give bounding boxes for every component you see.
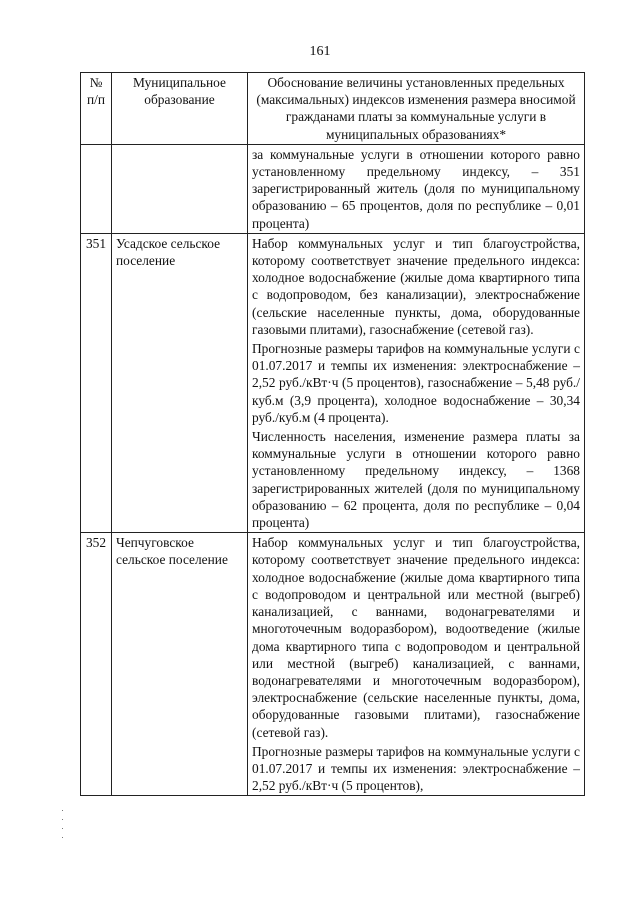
justification-paragraph: Прогнозные размеры тарифов на коммунальные услуги с 01.07.2017 и темпы их изменения: электроснабжение – 2,52 руб./кВт·ч (5 процентов), — [252, 743, 580, 794]
justification-paragraph: Набор коммунальных услуг и тип благоустройства, которому соответствует значение предельного индекса: холодное водоснабжение (жилые дома квартирного типа с водопроводом, без канализации), электроснабжение (сельские населенные пункты, дома, оборудованные газовыми плитами), газоснабжение (сетевой газ). — [252, 235, 580, 337]
row-justification — [248, 533, 585, 796]
justification-paragraph: Набор коммунальных услуг и тип благоустройства, которому соответствует значение предельного индекса: холодное водоснабжение (жилые дома квартирного типа с водопроводом и центральной или местной (выгреб) канализацией, с ваннами, водонагревателями и многоточечным водоразбором), водоотведение (жилые дома квартирного типа с водопроводом и центральной или местной (выгреб) канализацией, с ваннами, водонагревателями и многоточечным водоразбором), электроснабжение (сельские населенные пункты, дома, оборудованные газовыми плитами), газоснабжение (сетевой газ). — [252, 535, 580, 740]
row-number: 351 — [81, 233, 112, 532]
tariff-justification-table — [80, 72, 585, 796]
row-number — [81, 144, 112, 233]
page-number: 161 — [309, 44, 331, 59]
header-municipality: Муниципальное образование — [112, 73, 248, 145]
row-municipality — [112, 144, 248, 233]
table-row — [81, 533, 585, 796]
row-municipality: Усадское сельское поселение — [112, 233, 248, 532]
row-municipality: Чепчуговское сельское поселение — [112, 533, 248, 796]
scan-specks — [62, 810, 64, 870]
justification-paragraph: за коммунальные услуги в отношении которого равно установленному предельному индексу, – 351 зарегистрированный житель (доля по муниципальному образованию – 65 процентов, доля по республике – 0,01 процента) — [252, 146, 580, 231]
table-header-row — [81, 73, 585, 145]
table-row — [81, 233, 585, 532]
header-justification: Обоснование величины установленных предельных (максимальных) индексов изменения размера вносимой гражданами платы за коммунальные услуги в муниципальных образованиях* — [248, 73, 585, 145]
justification-paragraph: Численность населения, изменение размера платы за коммунальные услуги в отношении которого равно установленному предельному индексу, – 1368 зарегистрированных жителей (доля по муниципальному образованию – 62 процента, доля по республике – 0,04 процента) — [252, 429, 580, 531]
header-number: № п/п — [81, 73, 112, 145]
row-justification — [248, 233, 585, 532]
row-justification — [248, 144, 585, 233]
row-number: 352 — [81, 533, 112, 796]
table-row — [81, 144, 585, 233]
justification-paragraph: Прогнозные размеры тарифов на коммунальные услуги с 01.07.2017 и темпы их изменения: электроснабжение – 2,52 руб./кВт·ч (5 процентов), газоснабжение – 5,48 руб./куб.м (3,9 процента), холодное водоснабжение – 30,34 руб./куб.м (4 процента). — [252, 341, 580, 425]
